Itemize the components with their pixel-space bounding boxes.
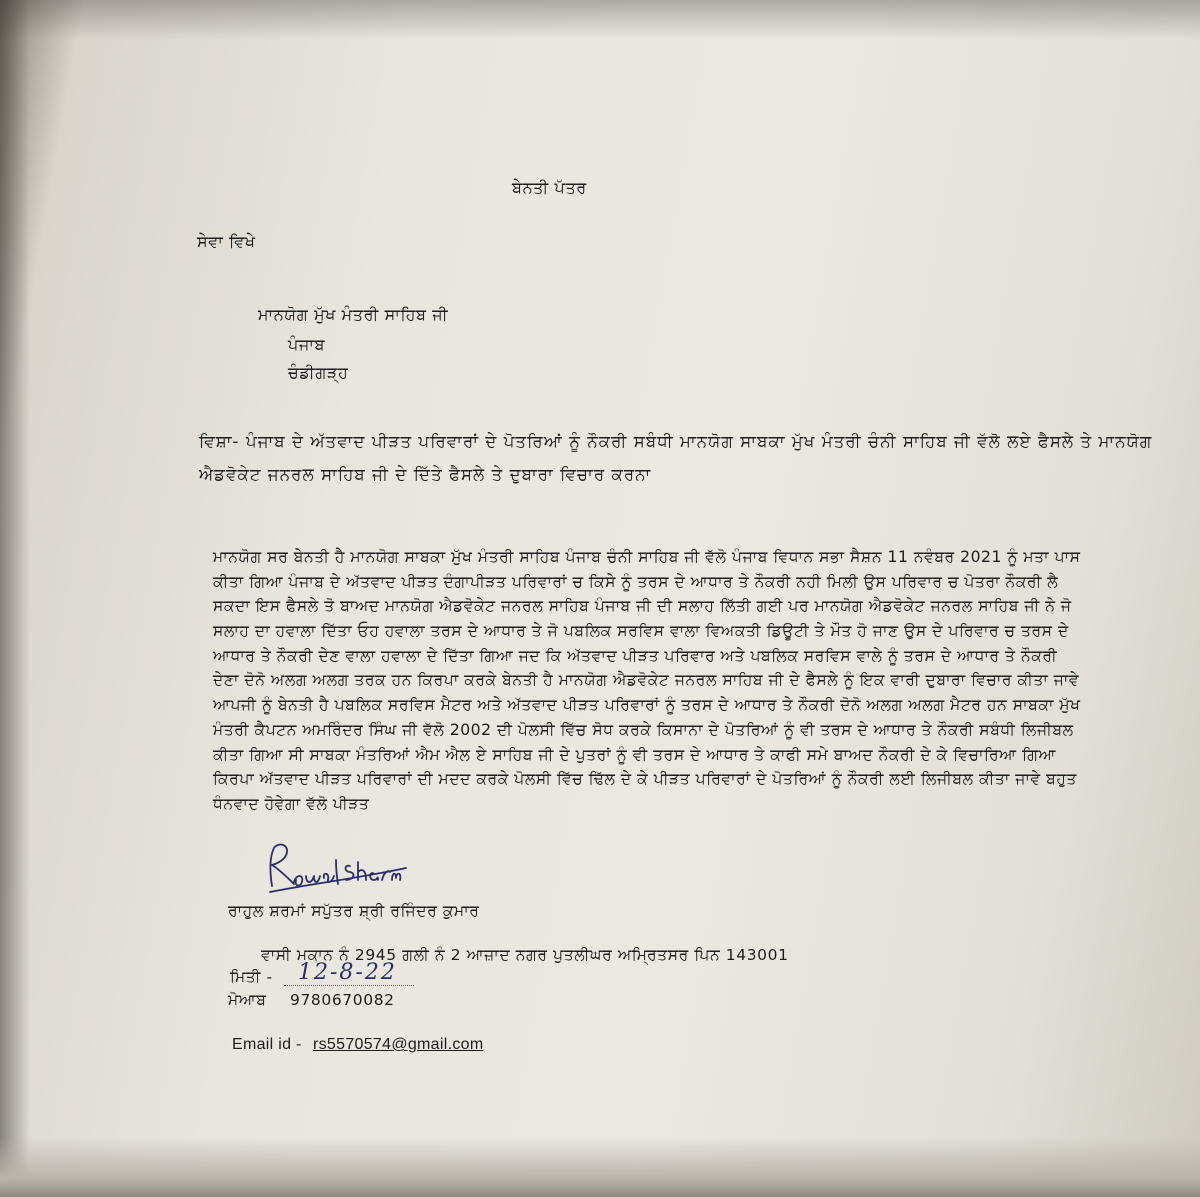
- subject-line: ਵਿਸ਼ਾ- ਪੰਜਾਬ ਦੇ ਅੱਤਵਾਦ ਪੀੜਤ ਪਰਿਵਾਰਾਂ ਦੇ ਪੋਤਰਿਆਂ ਨੂੰ ਨੌਕਰੀ ਸਬੰਧੀ ਮਾਨਯੋਗ ਸਾਬਕਾ ਮੁੱਖ ਮੰਤਰੀ ਚੰਨੀ ਸਾਹਿਬ ਜੀ ਵੱਲੋ ਲਏ ਫੈਸਲੇ ਤੇ ਮਾਨਯੋਗ: [199, 432, 1153, 451]
- page-shadow-left: [0, 0, 30, 1197]
- handwritten-date: 12-8-22: [298, 960, 397, 985]
- body-line: ਧੰਨਵਾਦ ਹੋਵੇਗਾ ਵੱਲੋ ਪੀੜਤ: [213, 794, 370, 813]
- subject-line: ਐਡਵੋਕੇਟ ਜਨਰਲ ਸਾਹਿਬ ਜੀ ਦੇ ਦਿੱਤੇ ਫੈਸਲੇ ਤੇ ਦੁਬਾਰਾ ਵਿਚਾਰ ਕਰਨਾ: [199, 465, 652, 484]
- body-line: ਆਧਾਰ ਤੇ ਨੌਕਰੀ ਦੇਣ ਵਾਲਾ ਹਵਾਲਾ ਦੇ ਦਿੱਤਾ ਗਿਆ ਜਦ ਕਿ ਅੱਤਵਾਦ ਪੀੜਤ ਪਰਿਵਾਰ ਅਤੇ ਪਬਲਿਕ ਸਰਵਿਸ ਵਾਲੇ ਨੂੰ ਤਰਸ ਦੇ ਆਧਾਰ ਤੇ ਨੌਕਰੀ: [213, 646, 1058, 665]
- addressee-line: ਪੰਜਾਬ: [288, 335, 326, 354]
- sender-name: ਰਾਹੁਲ ਸ਼ਰਮਾਂ ਸਪੁੱਤਰ ਸ਼੍ਰੀ ਰਜਿੰਦਰ ਕੁਮਾਰ: [228, 902, 480, 920]
- body-line: ਕੀਤਾ ਗਿਆ ਸੀ ਸਾਬਕਾ ਮੰਤਰਿਆਂ ਐਮ ਐਲ ਏ ਸਾਹਿਬ ਜੀ ਦੇ ਪੁਤਰਾਂ ਨੂੰ ਵੀ ਤਰਸ ਦੇ ਆਧਾਰ ਤੇ ਕਾਫੀ ਸਮੇ ਬਾਅਦ ਨੌਕਰੀ ਦੇ ਕੇ ਵਿਚਾਰਿਆ ਗਿਆ: [213, 745, 1056, 764]
- page-shadow-top: [0, 0, 1200, 40]
- handwritten-signature: [260, 838, 410, 898]
- date-label: ਮਿਤੀ -: [230, 968, 273, 986]
- email-label: Email id -: [232, 1036, 302, 1053]
- salutation: ਸੇਵਾ ਵਿਖੇ: [197, 232, 256, 251]
- email-address: rs5570574@gmail.com: [313, 1036, 484, 1053]
- letter-title: ਬੇਨਤੀ ਪੱਤਰ: [512, 178, 587, 197]
- body-line: ਕੀਤਾ ਗਿਆ ਪੰਜਾਬ ਦੇ ਅੱਤਵਾਦ ਪੀੜਤ ਦੰਗਾਪੀੜਤ ਪਰਿਵਾਰਾਂ ਚ ਕਿਸੇ ਨੂੰ ਤਰਸ ਦੇ ਆਧਾਰ ਤੇ ਨੌਕਰੀ ਨਹੀ ਮਿਲੀ ਉਸ ਪਰਿਵਾਰ ਚ ਪੋਤਰਾ ਨੌਕਰੀ ਲੈ: [213, 572, 1059, 591]
- body-line: ਮੰਤਰੀ ਕੈਪਟਨ ਅਮਰਿੰਦਰ ਸਿੰਘ ਜੀ ਵੱਲੋ 2002 ਦੀ ਪੋਲਸੀ ਵਿੱਚ ਸੋਧ ਕਰਕੇ ਕਿਸਾਨਾ ਦੇ ਪੋਤਰਿਆਂ ਨੂੰ ਵੀ ਤਰਸ ਦੇ ਆਧਾਰ ਤੇ ਨੌਕਰੀ ਸਬੰਧੀ ਲਿਜੀਬਲ: [213, 720, 1074, 739]
- mobile-label: ਮੋਆਬ: [228, 991, 267, 1009]
- body-line: ਕਿਰਪਾ ਅੱਤਵਾਦ ਪੀੜਤ ਪਰਿਵਾਰਾਂ ਦੀ ਮਦਦ ਕਰਕੇ ਪੋਲਸੀ ਵਿੱਚ ਢਿੱਲ ਦੇ ਕੇ ਪੀੜਤ ਪਰਿਵਾਰਾਂ ਦੇ ਪੋਤਰਿਆਂ ਨੂੰ ਨੌਕਰੀ ਲਈ ਲਿਜੀਬਲ ਕੀਤਾ ਜਾਵੇ ਬਹੁਤ: [213, 770, 1077, 789]
- body-line: ਆਪਜੀ ਨੂੰ ਬੇਨਤੀ ਹੈ ਪਬਲਿਕ ਸਰਵਿਸ ਮੈਟਰ ਅਤੇ ਅੱਤਵਾਦ ਪੀੜਤ ਪਰਿਵਾਰਾਂ ਨੂੰ ਤਰਸ ਦੇ ਆਧਾਰ ਤੇ ਨੌਕਰੀ ਦੋਨੋ ਅਲਗ ਅਲਗ ਮੈਟਰ ਹਨ ਸਾਬਕਾ ਮੁੱਖ: [213, 696, 1081, 715]
- body-line: ਸਕਦਾ ਇਸ ਫੈਸਲੇ ਤੋ ਬਾਅਦ ਮਾਨਯੋਗ ਐਡਵੋਕੇਟ ਜਨਰਲ ਸਾਹਿਬ ਪੰਜਾਬ ਜੀ ਦੀ ਸਲਾਹ ਲਿੱਤੀ ਗਈ ਪਰ ਮਾਨਯੋਗ ਐਡਵੋਕੇਟ ਜਨਰਲ ਸਾਹਿਬ ਜੀ ਨੇ ਜੋ: [213, 597, 1072, 616]
- body-line: ਮਾਨਯੋਗ ਸਰ ਬੇਨਤੀ ਹੈ ਮਾਨਯੋਗ ਸਾਬਕਾ ਮੁੱਖ ਮੰਤਰੀ ਸਾਹਿਬ ਪੰਜਾਬ ਚੰਨੀ ਸਾਹਿਬ ਜੀ ਵੱਲੋ ਪੰਜਾਬ ਵਿਧਾਨ ਸਭਾ ਸੈਸ਼ਨ 11 ਨਵੰਬਰ 2021 ਨੂੰ ਮਤਾ ਪਾਸ: [213, 548, 1081, 566]
- date-underline: [284, 985, 414, 986]
- addressee-line: ਚੰਡੀਗੜ੍ਹ: [288, 363, 349, 382]
- sender-address: ਵਾਸੀ ਮਕਾਨ ਨੰ 2945 ਗਲੀ ਨੰ 2 ਆਜ਼ਾਦ ਨਗਰ ਪੁਤਲੀਘਰ ਅਮ੍ਰਿਤਸਰ ਪਿਨ 143001: [261, 946, 789, 964]
- body-line: ਸਲਾਹ ਦਾ ਹਵਾਲਾ ਦਿੱਤਾ ਓਹ ਹਵਾਲਾ ਤਰਸ ਦੇ ਆਧਾਰ ਤੇ ਜੋ ਪਬਲਿਕ ਸਰਵਿਸ ਵਾਲਾ ਵਿਅਕਤੀ ਡਿਊਟੀ ਤੇ ਮੌਤ ਹੋ ਜਾਣ ਉਸ ਦੇ ਪਰਿਵਾਰ ਚ ਤਰਸ ਦੇ: [213, 622, 1069, 641]
- page-bottom-edge: [0, 1137, 1200, 1197]
- body-line: ਦੇਣਾ ਦੋਨੋ ਅਲਗ ਅਲਗ ਤਰਕ ਹਨ ਕਿਰਪਾ ਕਰਕੇ ਬੇਨਤੀ ਹੈ ਮਾਨਯੋਗ ਐਡਵੋਕੇਟ ਜਨਰਲ ਸਾਹਿਬ ਜੀ ਦੇ ਫੈਸਲੇ ਨੂੰ ਇਕ ਵਾਰੀ ਦੁਬਾਰਾ ਵਿਚਾਰ ਕੀਤਾ ਜਾਵੇ: [213, 671, 1080, 690]
- letter-body: [213, 545, 1113, 817]
- addressee-line: ਮਾਨਯੋਗ ਮੁੱਖ ਮੰਤਰੀ ਸਾਹਿਬ ਜੀ: [258, 305, 449, 324]
- mobile-number: 9780670082: [290, 991, 395, 1009]
